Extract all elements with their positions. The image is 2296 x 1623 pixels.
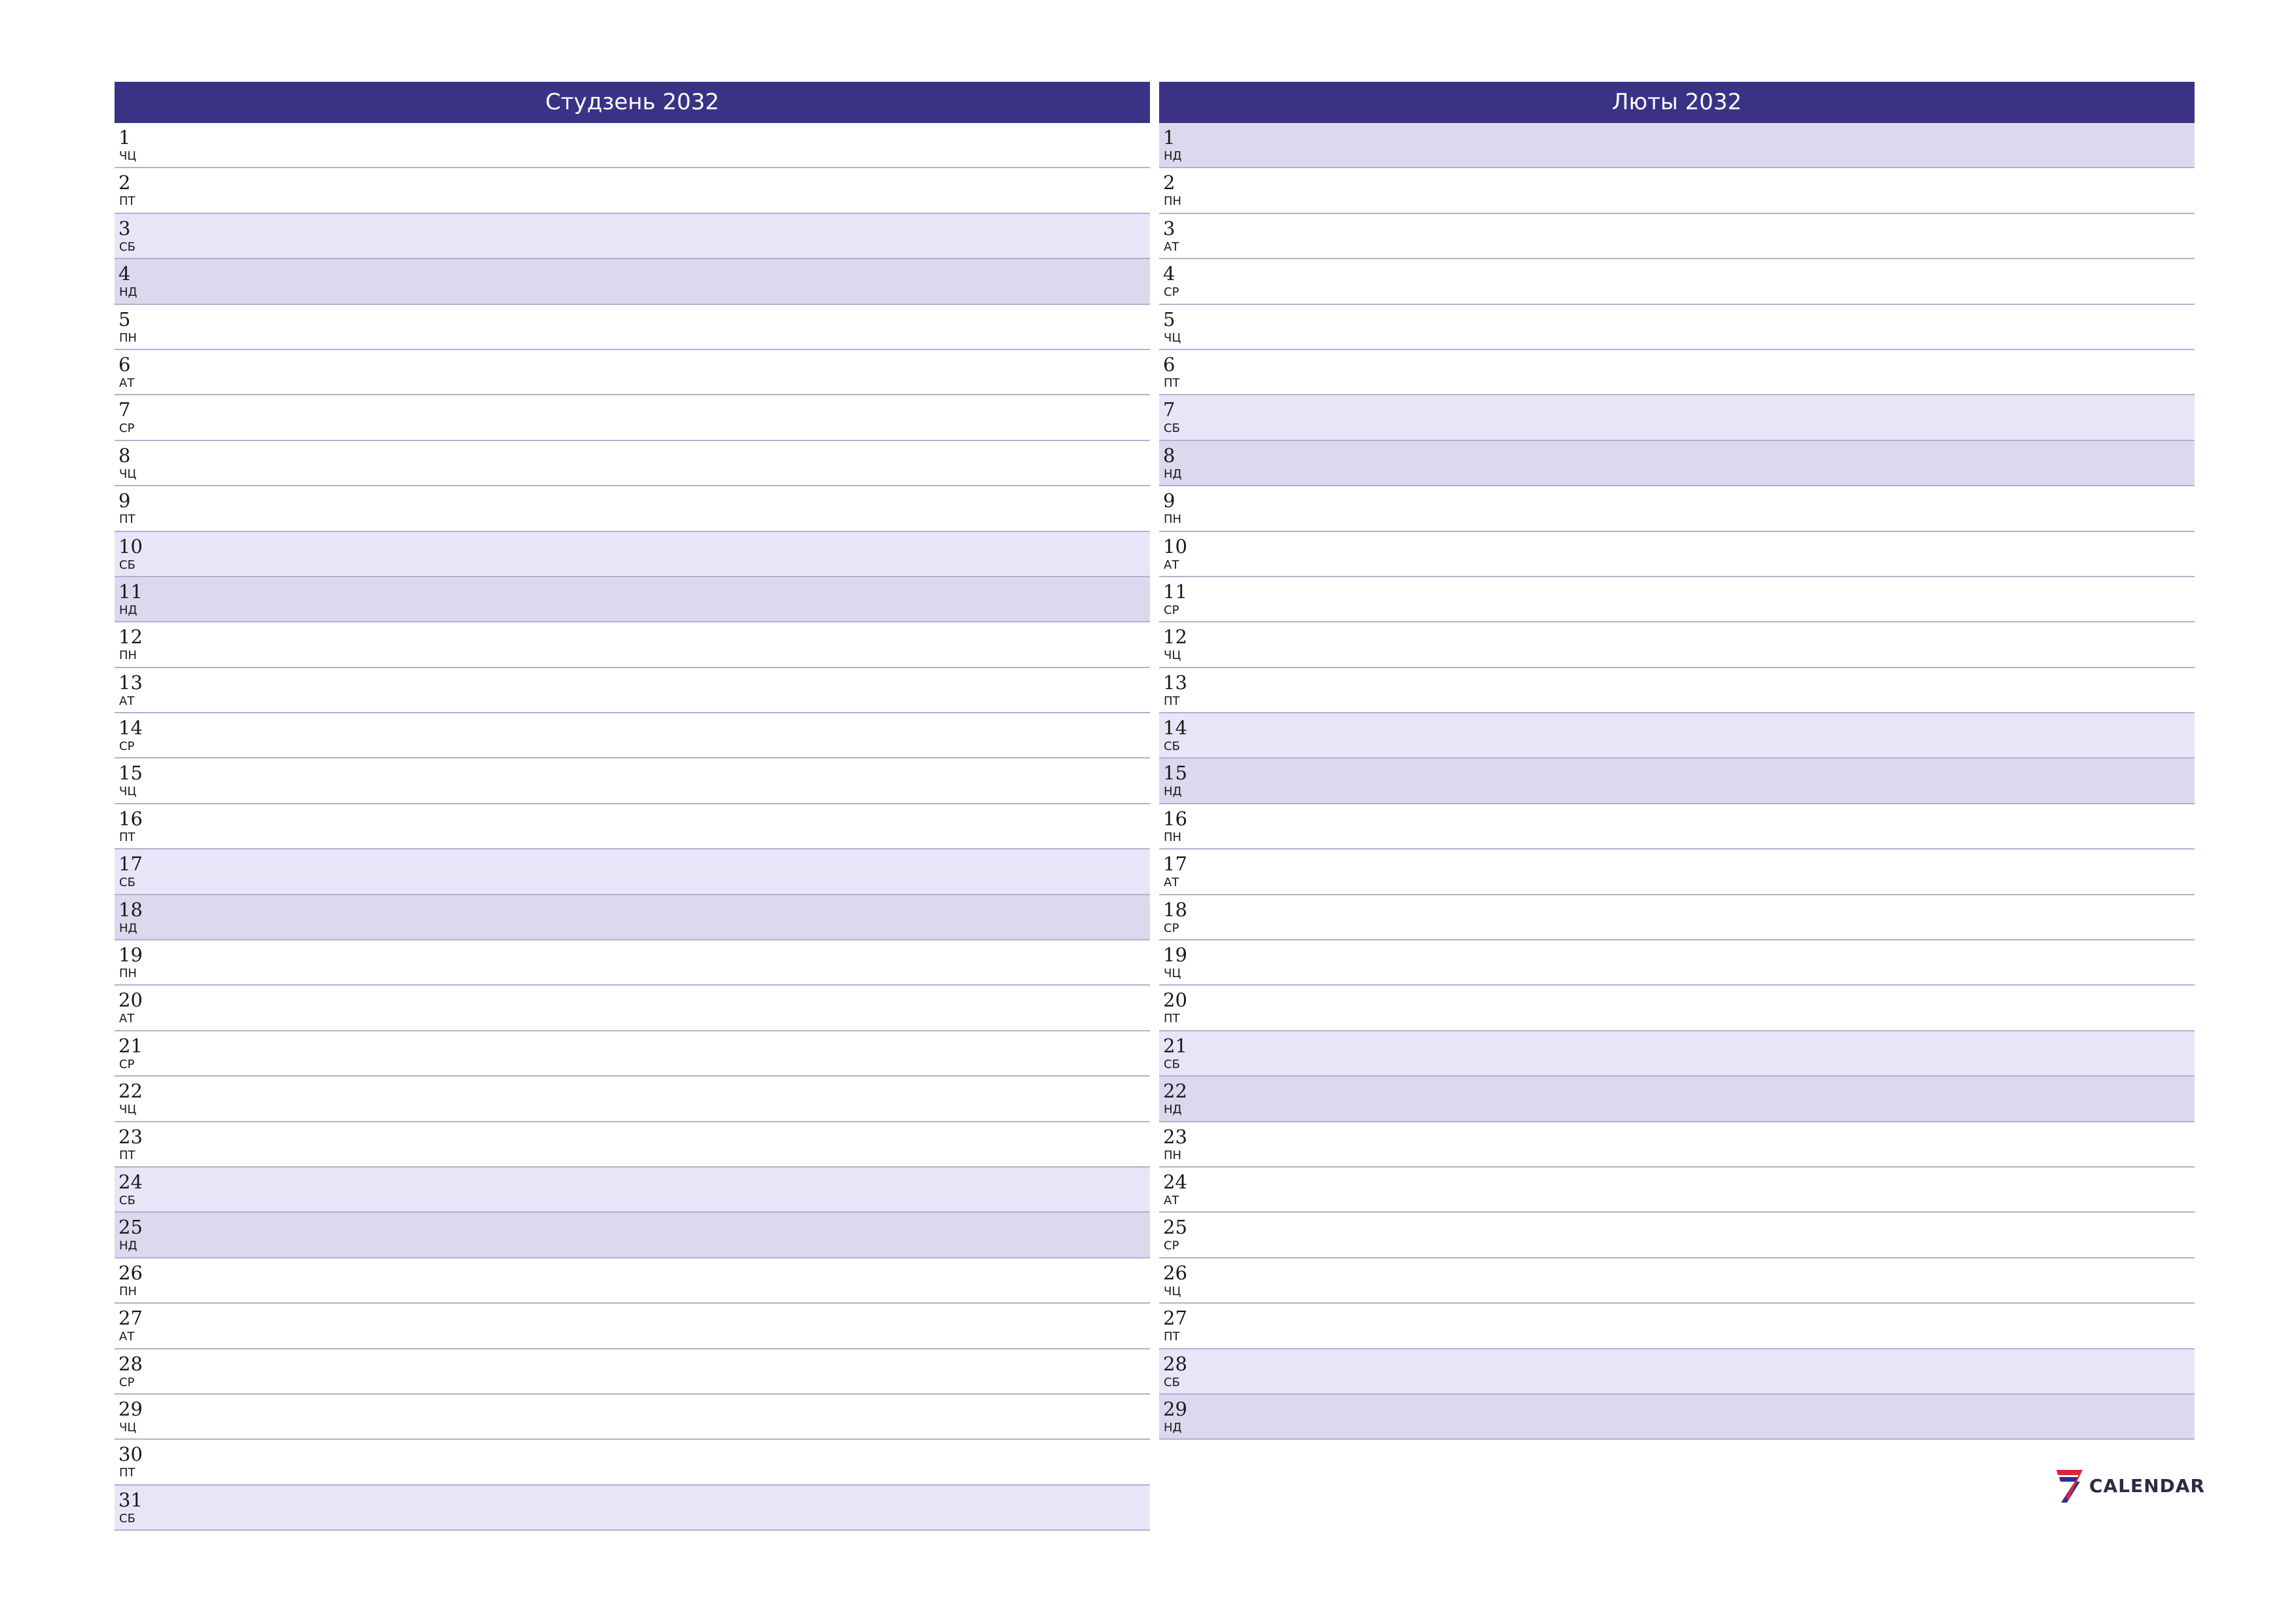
day-name: СБ xyxy=(1164,1375,1180,1389)
day-number: 4 xyxy=(118,262,131,285)
day-number: 11 xyxy=(118,580,143,603)
day-number: 19 xyxy=(1163,944,1187,967)
day-name: СР xyxy=(1164,285,1179,300)
day-row xyxy=(1159,1031,2195,1077)
day-name: НД xyxy=(1164,149,1182,163)
day-row xyxy=(1159,305,2195,350)
day-row xyxy=(1159,486,2195,531)
day-name: ПН xyxy=(1164,830,1182,844)
day-row xyxy=(115,1258,1150,1304)
day-name: АТ xyxy=(119,376,135,390)
day-number: 15 xyxy=(1163,762,1187,785)
day-row xyxy=(1159,214,2195,259)
day-name: ЧЦ xyxy=(1164,649,1181,663)
day-name: ПТ xyxy=(119,512,135,527)
day-number: 8 xyxy=(118,444,131,467)
day-row xyxy=(1159,1168,2195,1213)
day-row xyxy=(115,622,1150,668)
day-number: 24 xyxy=(118,1170,143,1193)
day-name: СР xyxy=(119,1057,135,1071)
day-number: 26 xyxy=(1163,1261,1187,1284)
day-row xyxy=(1159,123,2195,168)
day-number: 29 xyxy=(1163,1397,1187,1420)
day-number: 15 xyxy=(118,762,143,785)
day-name: НД xyxy=(119,1239,137,1253)
day-row xyxy=(115,1304,1150,1349)
day-number: 10 xyxy=(118,535,143,558)
month-january xyxy=(115,82,1150,1531)
day-row xyxy=(1159,1395,2195,1440)
day-row xyxy=(115,849,1150,895)
day-name: АТ xyxy=(119,694,135,708)
day-row xyxy=(1159,849,2195,895)
day-number: 17 xyxy=(118,853,143,876)
day-row xyxy=(1159,259,2195,304)
day-number: 7 xyxy=(118,399,131,421)
day-name: СБ xyxy=(1164,1057,1180,1071)
day-name: ЧЦ xyxy=(119,149,137,163)
day-row xyxy=(115,1031,1150,1077)
day-name: ПТ xyxy=(119,1466,135,1480)
day-number: 6 xyxy=(118,353,131,376)
day-row xyxy=(1159,441,2195,486)
day-number: 8 xyxy=(1163,444,1175,467)
day-number: 6 xyxy=(1163,353,1175,376)
day-number: 13 xyxy=(1163,671,1187,694)
day-number: 16 xyxy=(1163,807,1187,830)
day-name: СР xyxy=(1164,1239,1179,1253)
month-february xyxy=(1159,82,2195,1440)
day-row xyxy=(115,895,1150,940)
day-name: ПН xyxy=(119,1284,137,1298)
day-number: 27 xyxy=(118,1307,143,1330)
day-name: АТ xyxy=(1164,240,1179,254)
day-number: 1 xyxy=(1163,126,1175,149)
day-name: АТ xyxy=(1164,876,1179,890)
day-row xyxy=(115,350,1150,395)
day-name: НД xyxy=(1164,785,1182,799)
day-row xyxy=(1159,1304,2195,1349)
day-row xyxy=(1159,622,2195,668)
day-number: 9 xyxy=(1163,490,1175,512)
day-number: 22 xyxy=(118,1080,143,1103)
seven-logo-icon xyxy=(2054,1467,2084,1504)
day-row xyxy=(115,713,1150,758)
day-name: ПТ xyxy=(119,830,135,844)
day-name: НД xyxy=(1164,467,1182,481)
day-row xyxy=(1159,395,2195,440)
day-name: НД xyxy=(1164,1420,1182,1435)
day-name: НД xyxy=(119,603,137,617)
day-row xyxy=(115,1486,1150,1531)
day-number: 3 xyxy=(1163,217,1175,240)
day-number: 31 xyxy=(118,1488,143,1511)
day-number: 16 xyxy=(118,807,143,830)
day-number: 1 xyxy=(118,126,131,149)
day-number: 20 xyxy=(118,989,143,1012)
day-row xyxy=(1159,1122,2195,1168)
month-title: Студзень 2032 xyxy=(115,82,1150,123)
day-row xyxy=(1159,350,2195,395)
day-row xyxy=(115,940,1150,986)
day-name: АТ xyxy=(119,1012,135,1026)
day-number: 29 xyxy=(118,1397,143,1420)
day-row xyxy=(115,1395,1150,1440)
day-name: ПТ xyxy=(119,194,135,209)
day-name: СБ xyxy=(119,1511,135,1525)
day-name: ПН xyxy=(1164,1148,1182,1162)
day-number: 18 xyxy=(118,898,143,921)
day-name: ЧЦ xyxy=(119,467,137,481)
day-row xyxy=(1159,1213,2195,1258)
day-name: СР xyxy=(1164,921,1179,935)
day-name: ЧЦ xyxy=(1164,330,1181,345)
day-number: 2 xyxy=(118,171,131,194)
day-list xyxy=(1159,123,2195,1440)
day-row xyxy=(1159,532,2195,577)
day-row xyxy=(1159,1077,2195,1122)
day-list xyxy=(115,123,1150,1531)
day-row xyxy=(1159,895,2195,940)
brand-text: CALENDAR xyxy=(2089,1474,2206,1497)
day-name: СБ xyxy=(1164,421,1180,436)
day-name: ПН xyxy=(119,330,137,345)
day-name: ПТ xyxy=(1164,694,1180,708)
day-row xyxy=(115,668,1150,713)
day-number: 5 xyxy=(1163,308,1175,330)
day-name: СР xyxy=(119,421,135,436)
day-number: 25 xyxy=(1163,1216,1187,1239)
day-row xyxy=(115,441,1150,486)
day-number: 23 xyxy=(118,1125,143,1148)
day-row xyxy=(115,305,1150,350)
day-number: 24 xyxy=(1163,1170,1187,1193)
day-name: СР xyxy=(1164,603,1179,617)
day-name: ЧЦ xyxy=(119,1103,137,1117)
day-name: ПТ xyxy=(1164,1012,1180,1026)
day-number: 14 xyxy=(118,717,143,740)
day-row xyxy=(115,804,1150,849)
day-row xyxy=(115,1213,1150,1258)
day-row xyxy=(115,1122,1150,1168)
day-number: 22 xyxy=(1163,1080,1187,1103)
day-name: ПН xyxy=(119,967,137,981)
day-name: ЧЦ xyxy=(1164,1284,1181,1298)
day-row xyxy=(115,1077,1150,1122)
day-row xyxy=(115,758,1150,804)
day-name: ПН xyxy=(1164,512,1182,527)
day-name: ЧЦ xyxy=(119,785,137,799)
day-name: НД xyxy=(119,921,137,935)
day-number: 2 xyxy=(1163,171,1175,194)
day-number: 30 xyxy=(118,1443,143,1466)
day-name: ПТ xyxy=(1164,376,1180,390)
day-row xyxy=(1159,1258,2195,1304)
day-name: НД xyxy=(119,285,137,300)
day-number: 19 xyxy=(118,944,143,967)
day-number: 20 xyxy=(1163,989,1187,1012)
day-name: СР xyxy=(119,740,135,754)
day-row xyxy=(115,486,1150,531)
day-number: 28 xyxy=(1163,1352,1187,1375)
day-name: ПН xyxy=(1164,194,1182,209)
day-number: 7 xyxy=(1163,399,1175,421)
day-name: АТ xyxy=(119,1330,135,1344)
day-row xyxy=(1159,668,2195,713)
day-row xyxy=(1159,713,2195,758)
day-name: АТ xyxy=(1164,558,1179,572)
day-row xyxy=(1159,577,2195,622)
day-name: ЧЦ xyxy=(119,1420,137,1435)
day-row xyxy=(115,532,1150,577)
day-number: 18 xyxy=(1163,898,1187,921)
day-number: 21 xyxy=(1163,1034,1187,1057)
day-name: СБ xyxy=(119,876,135,890)
day-row xyxy=(115,1440,1150,1485)
day-name: СР xyxy=(119,1375,135,1389)
day-number: 14 xyxy=(1163,717,1187,740)
day-number: 23 xyxy=(1163,1125,1187,1148)
day-name: СБ xyxy=(119,1193,135,1207)
day-number: 25 xyxy=(118,1216,143,1239)
day-name: НД xyxy=(1164,1103,1182,1117)
day-number: 26 xyxy=(118,1261,143,1284)
day-row xyxy=(115,259,1150,304)
day-number: 5 xyxy=(118,308,131,330)
day-number: 10 xyxy=(1163,535,1187,558)
day-row xyxy=(1159,940,2195,986)
brand-logo xyxy=(2054,1466,2205,1505)
day-row xyxy=(115,395,1150,440)
day-name: ПН xyxy=(119,649,137,663)
day-name: АТ xyxy=(1164,1193,1179,1207)
day-row xyxy=(115,1168,1150,1213)
day-name: ЧЦ xyxy=(1164,967,1181,981)
day-row xyxy=(1159,1349,2195,1395)
day-row xyxy=(115,1349,1150,1395)
day-number: 27 xyxy=(1163,1307,1187,1330)
day-number: 3 xyxy=(118,217,131,240)
month-title: Люты 2032 xyxy=(1159,82,2195,123)
day-name: СБ xyxy=(119,240,135,254)
day-row xyxy=(115,577,1150,622)
day-number: 11 xyxy=(1163,580,1187,603)
day-number: 12 xyxy=(118,626,143,649)
day-name: ПТ xyxy=(1164,1330,1180,1344)
day-row xyxy=(1159,758,2195,804)
day-name: СБ xyxy=(119,558,135,572)
day-number: 21 xyxy=(118,1034,143,1057)
day-number: 13 xyxy=(118,671,143,694)
day-row xyxy=(1159,986,2195,1031)
day-row xyxy=(1159,804,2195,849)
day-row xyxy=(1159,168,2195,213)
day-row xyxy=(115,214,1150,259)
day-name: СБ xyxy=(1164,740,1180,754)
day-row xyxy=(115,986,1150,1031)
day-number: 9 xyxy=(118,490,131,512)
day-number: 17 xyxy=(1163,853,1187,876)
day-number: 12 xyxy=(1163,626,1187,649)
day-row xyxy=(115,123,1150,168)
day-row xyxy=(115,168,1150,213)
day-number: 4 xyxy=(1163,262,1175,285)
day-number: 28 xyxy=(118,1352,143,1375)
day-name: ПТ xyxy=(119,1148,135,1162)
